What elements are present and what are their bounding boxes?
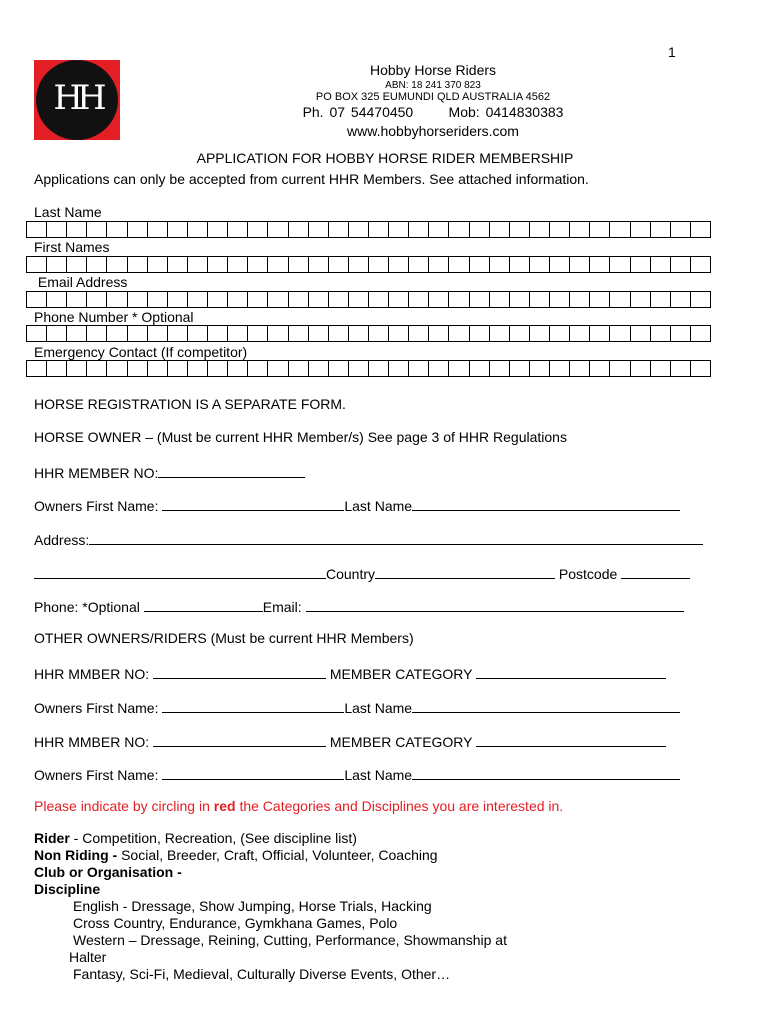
instruction-after: the Categories and Disciplines you are interested in.: [235, 798, 564, 814]
char-box[interactable]: [631, 325, 651, 342]
char-box[interactable]: [208, 221, 228, 238]
char-box[interactable]: [510, 325, 530, 342]
char-box[interactable]: [248, 291, 268, 308]
horse-registration-note: HORSE REGISTRATION IS A SEPARATE FORM.: [34, 396, 346, 412]
char-box[interactable]: [309, 256, 329, 273]
char-box[interactable]: [107, 291, 127, 308]
discipline-halter[interactable]: Halter: [69, 949, 107, 965]
owners-last-name-field-2[interactable]: [412, 698, 680, 713]
address-label: Address:: [34, 532, 90, 548]
instruction-before: Please indicate by circling in: [34, 798, 214, 814]
char-box[interactable]: [671, 291, 691, 308]
emergency-contact-label: Emergency Contact (If competitor): [34, 344, 248, 360]
char-box[interactable]: [228, 325, 248, 342]
org-po-box: PO BOX 325 EUMUNDI QLD AUSTRALIA 4562: [315, 91, 551, 103]
char-box[interactable]: [329, 360, 349, 377]
char-box[interactable]: [530, 325, 550, 342]
char-box[interactable]: [389, 221, 409, 238]
char-box[interactable]: [429, 325, 449, 342]
char-box[interactable]: [449, 256, 469, 273]
char-box[interactable]: [148, 221, 168, 238]
char-box[interactable]: [128, 291, 148, 308]
discipline-fantasy[interactable]: Fantasy, Sci-Fi, Medieval, Culturally Diverse Events, Other…: [73, 966, 451, 982]
address-field[interactable]: [89, 530, 703, 545]
char-box[interactable]: [510, 360, 530, 377]
char-box[interactable]: [530, 360, 550, 377]
member-category-field-2[interactable]: [476, 732, 666, 747]
char-box[interactable]: [128, 325, 148, 342]
char-box[interactable]: [309, 221, 329, 238]
char-box[interactable]: [47, 221, 67, 238]
logo-letters: HH: [53, 78, 101, 118]
country-postcode-row: [34, 564, 690, 582]
char-box[interactable]: [289, 360, 309, 377]
char-box[interactable]: [329, 291, 349, 308]
hhr-member-no-row: [34, 463, 305, 481]
char-box[interactable]: [268, 325, 288, 342]
other-owner-name-row-1: [34, 698, 680, 716]
discipline-heading: [34, 881, 507, 898]
char-box[interactable]: [168, 256, 188, 273]
first-names-label: First Names: [34, 239, 110, 255]
char-box[interactable]: [168, 221, 188, 238]
char-box[interactable]: [208, 360, 228, 377]
char-box[interactable]: [510, 221, 530, 238]
char-box[interactable]: [349, 325, 369, 342]
char-box[interactable]: [67, 291, 87, 308]
hhr-member-no-field[interactable]: [158, 463, 305, 478]
char-box[interactable]: [268, 221, 288, 238]
postcode-label: Postcode: [555, 566, 622, 582]
char-box[interactable]: [530, 221, 550, 238]
email-address-label: Email Address: [34, 274, 128, 290]
discipline-cross-country[interactable]: Cross Country, Endurance, Gymkhana Games, Polo: [73, 915, 398, 931]
char-box[interactable]: [329, 221, 349, 238]
char-box[interactable]: [107, 325, 127, 342]
char-box[interactable]: [530, 291, 550, 308]
other-owner-name-row-2: [34, 765, 680, 783]
char-box[interactable]: [590, 325, 610, 342]
char-box[interactable]: [671, 325, 691, 342]
char-box[interactable]: [631, 221, 651, 238]
hhr-mmber-no-field-2[interactable]: [153, 732, 326, 747]
char-box[interactable]: [107, 221, 127, 238]
char-box[interactable]: [570, 221, 590, 238]
char-box[interactable]: [610, 360, 630, 377]
char-box[interactable]: [691, 221, 711, 238]
char-box[interactable]: [228, 256, 248, 273]
country-label: Country: [326, 566, 376, 582]
char-box[interactable]: [168, 291, 188, 308]
char-box[interactable]: [631, 360, 651, 377]
hhr-mmber-no-label-1: HHR MMBER NO:: [34, 666, 153, 682]
hhr-mmber-no-label-2: HHR MMBER NO:: [34, 734, 153, 750]
category-list: [34, 830, 507, 983]
char-box[interactable]: [691, 291, 711, 308]
char-box[interactable]: [510, 256, 530, 273]
char-box[interactable]: [691, 325, 711, 342]
char-box[interactable]: [208, 325, 228, 342]
char-box[interactable]: [631, 291, 651, 308]
org-name: Hobby Horse Riders: [369, 62, 497, 78]
char-box[interactable]: [610, 256, 630, 273]
char-box[interactable]: [550, 360, 570, 377]
char-box[interactable]: [128, 221, 148, 238]
char-box[interactable]: [550, 221, 570, 238]
char-box[interactable]: [671, 221, 691, 238]
org-phone: Ph. 07 54470450 Mob: 0414830383: [302, 104, 564, 120]
owners-first-name-label: Owners First Name:: [34, 498, 163, 514]
char-box[interactable]: [87, 291, 107, 308]
char-box[interactable]: [188, 325, 208, 342]
char-box[interactable]: [349, 291, 369, 308]
char-box[interactable]: [87, 221, 107, 238]
char-box[interactable]: [651, 221, 671, 238]
country-field[interactable]: [375, 564, 555, 579]
char-box[interactable]: [208, 256, 228, 273]
rider-label: Rider: [34, 830, 70, 846]
char-box[interactable]: [610, 325, 630, 342]
char-box[interactable]: [490, 221, 510, 238]
char-box[interactable]: [128, 256, 148, 273]
char-box[interactable]: [27, 325, 47, 342]
char-box[interactable]: [490, 291, 510, 308]
form-title: APPLICATION FOR HOBBY HORSE RIDER MEMBERSHIP: [196, 150, 574, 166]
last-name-boxes[interactable]: [26, 221, 711, 238]
char-box[interactable]: [268, 291, 288, 308]
char-box[interactable]: [369, 256, 389, 273]
phone-number-boxes[interactable]: [26, 325, 711, 342]
rider-category[interactable]: [34, 830, 507, 847]
char-box[interactable]: [148, 256, 168, 273]
char-box[interactable]: [429, 256, 449, 273]
char-box[interactable]: [67, 221, 87, 238]
char-box[interactable]: [27, 360, 47, 377]
last-name-label-3: Last Name: [344, 767, 413, 783]
char-box[interactable]: [651, 291, 671, 308]
char-box[interactable]: [409, 360, 429, 377]
char-box[interactable]: [570, 360, 590, 377]
char-box[interactable]: [248, 256, 268, 273]
char-box[interactable]: [389, 360, 409, 377]
non-riding-label: Non Riding -: [34, 847, 122, 863]
char-box[interactable]: [590, 360, 610, 377]
non-riding-text: Social, Breeder, Craft, Official, Volunteer, Coaching: [121, 847, 438, 863]
char-box[interactable]: [67, 325, 87, 342]
char-box[interactable]: [490, 360, 510, 377]
last-name-inline-label: Last Name: [344, 498, 413, 514]
char-box[interactable]: [429, 291, 449, 308]
char-box[interactable]: [691, 256, 711, 273]
char-box[interactable]: [27, 256, 47, 273]
char-box[interactable]: [409, 325, 429, 342]
char-box[interactable]: [47, 360, 67, 377]
phone-number-label: Phone Number * Optional: [34, 309, 194, 325]
char-box[interactable]: [27, 291, 47, 308]
discipline-label: Discipline: [34, 881, 101, 897]
char-box[interactable]: [67, 256, 87, 273]
char-box[interactable]: [570, 291, 590, 308]
char-box[interactable]: [87, 256, 107, 273]
char-box[interactable]: [470, 360, 490, 377]
char-box[interactable]: [329, 256, 349, 273]
char-box[interactable]: [389, 325, 409, 342]
char-box[interactable]: [128, 360, 148, 377]
char-box[interactable]: [530, 256, 550, 273]
owners-last-name-field-3[interactable]: [412, 765, 680, 780]
char-box[interactable]: [47, 256, 67, 273]
char-box[interactable]: [470, 291, 490, 308]
char-box[interactable]: [490, 256, 510, 273]
char-box[interactable]: [409, 256, 429, 273]
owners-first-name-label-2: Owners First Name:: [34, 700, 163, 716]
char-box[interactable]: [610, 291, 630, 308]
char-box[interactable]: [309, 360, 329, 377]
address-row: [34, 530, 703, 548]
char-box[interactable]: [550, 325, 570, 342]
phone-email-row: [34, 597, 684, 615]
first-names-boxes[interactable]: [26, 256, 711, 273]
char-box[interactable]: [349, 221, 369, 238]
char-box[interactable]: [228, 221, 248, 238]
char-box[interactable]: [470, 221, 490, 238]
char-box[interactable]: [148, 291, 168, 308]
horse-owner-heading: HORSE OWNER – (Must be current HHR Member/s) See page 3 of HHR Regulations: [34, 429, 567, 445]
char-box[interactable]: [248, 325, 268, 342]
instruction-red-word: red: [213, 798, 236, 814]
member-category-field-1[interactable]: [476, 664, 666, 679]
club-label: Club or Organisation -: [34, 864, 182, 880]
char-box[interactable]: [27, 221, 47, 238]
char-box[interactable]: [148, 325, 168, 342]
char-box[interactable]: [651, 360, 671, 377]
email-field[interactable]: [306, 597, 684, 612]
char-box[interactable]: [449, 325, 469, 342]
char-box[interactable]: [87, 325, 107, 342]
hhr-member-no-label: HHR MEMBER NO:: [34, 465, 159, 481]
char-box[interactable]: [651, 256, 671, 273]
char-box[interactable]: [389, 256, 409, 273]
char-box[interactable]: [510, 291, 530, 308]
hhr-mmber-no-field-1[interactable]: [153, 664, 326, 679]
emergency-contact-boxes[interactable]: [26, 360, 711, 377]
char-box[interactable]: [570, 256, 590, 273]
address-line-2-field[interactable]: [34, 564, 326, 579]
char-box[interactable]: [409, 291, 429, 308]
char-box[interactable]: [449, 221, 469, 238]
discipline-western[interactable]: Western – Dressage, Reining, Cutting, Performance, Showmanship at: [73, 932, 507, 948]
char-box[interactable]: [470, 325, 490, 342]
char-box[interactable]: [107, 360, 127, 377]
char-box[interactable]: [188, 256, 208, 273]
char-box[interactable]: [429, 221, 449, 238]
char-box[interactable]: [148, 360, 168, 377]
char-box[interactable]: [590, 291, 610, 308]
char-box[interactable]: [691, 360, 711, 377]
owners-first-name-label-3: Owners First Name:: [34, 767, 163, 783]
char-box[interactable]: [87, 360, 107, 377]
rider-text: - Competition, Recreation, (See discipline list): [69, 830, 357, 846]
char-box[interactable]: [47, 291, 67, 308]
owners-first-name-field-2[interactable]: [162, 698, 344, 713]
other-owners-heading: OTHER OWNERS/RIDERS (Must be current HHR Members): [34, 630, 414, 646]
char-box[interactable]: [349, 360, 369, 377]
char-box[interactable]: [289, 256, 309, 273]
char-box[interactable]: [631, 256, 651, 273]
char-box[interactable]: [47, 325, 67, 342]
postcode-field[interactable]: [621, 564, 690, 579]
char-box[interactable]: [228, 360, 248, 377]
member-category-label-1: MEMBER CATEGORY: [326, 666, 477, 682]
char-box[interactable]: [309, 291, 329, 308]
char-box[interactable]: [671, 360, 691, 377]
char-box[interactable]: [188, 221, 208, 238]
char-box[interactable]: [289, 291, 309, 308]
char-box[interactable]: [329, 325, 349, 342]
phone-field[interactable]: [144, 597, 263, 612]
char-box[interactable]: [369, 291, 389, 308]
non-riding-category[interactable]: [34, 847, 507, 864]
other-member-row-1: [34, 664, 666, 682]
org-abn: ABN: 18 241 370 823: [385, 80, 481, 91]
char-box[interactable]: [550, 291, 570, 308]
char-box[interactable]: [429, 360, 449, 377]
char-box[interactable]: [590, 256, 610, 273]
char-box[interactable]: [268, 256, 288, 273]
owners-last-name-field[interactable]: [412, 496, 680, 511]
char-box[interactable]: [289, 325, 309, 342]
form-intro: Applications can only be accepted from current HHR Members. See attached information.: [34, 171, 589, 187]
char-box[interactable]: [490, 325, 510, 342]
char-box[interactable]: [369, 325, 389, 342]
other-member-row-2: [34, 732, 666, 750]
char-box[interactable]: [168, 325, 188, 342]
char-box[interactable]: [188, 291, 208, 308]
char-box[interactable]: [107, 256, 127, 273]
char-box[interactable]: [248, 360, 268, 377]
char-box[interactable]: [409, 221, 429, 238]
char-box[interactable]: [268, 360, 288, 377]
char-box[interactable]: [168, 360, 188, 377]
char-box[interactable]: [188, 360, 208, 377]
char-box[interactable]: [208, 291, 228, 308]
char-box[interactable]: [610, 221, 630, 238]
char-box[interactable]: [369, 360, 389, 377]
last-name-label: Last Name: [34, 204, 102, 220]
category-instruction: [34, 798, 563, 814]
owners-first-name-field-3[interactable]: [162, 765, 344, 780]
member-category-label-2: MEMBER CATEGORY: [326, 734, 477, 750]
char-box[interactable]: [470, 256, 490, 273]
org-website: www.hobbyhorseriders.com: [347, 123, 519, 139]
char-box[interactable]: [389, 291, 409, 308]
char-box[interactable]: [570, 325, 590, 342]
owners-first-name-field[interactable]: [162, 496, 344, 511]
last-name-label-2: Last Name: [344, 700, 413, 716]
char-box[interactable]: [651, 325, 671, 342]
email-label: Email:: [262, 599, 306, 615]
char-box[interactable]: [228, 291, 248, 308]
char-box[interactable]: [289, 221, 309, 238]
char-box[interactable]: [671, 256, 691, 273]
page-number: 1: [668, 44, 676, 60]
char-box[interactable]: [369, 221, 389, 238]
char-box[interactable]: [449, 360, 469, 377]
phone-optional-label: Phone: *Optional: [34, 599, 144, 615]
char-box[interactable]: [309, 325, 329, 342]
owner-name-row: [34, 496, 680, 514]
club-category[interactable]: [34, 864, 507, 881]
char-box[interactable]: [67, 360, 87, 377]
email-address-boxes[interactable]: [26, 291, 711, 308]
char-box[interactable]: [349, 256, 369, 273]
discipline-english[interactable]: English - Dressage, Show Jumping, Horse Trials, Hacking: [73, 898, 432, 914]
char-box[interactable]: [590, 221, 610, 238]
char-box[interactable]: [550, 256, 570, 273]
char-box[interactable]: [449, 291, 469, 308]
char-box[interactable]: [248, 221, 268, 238]
